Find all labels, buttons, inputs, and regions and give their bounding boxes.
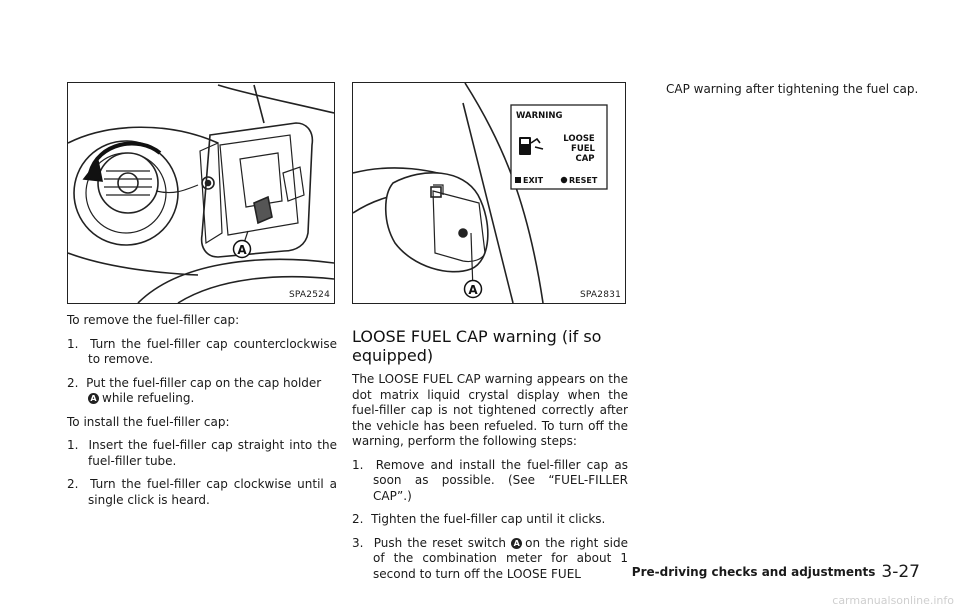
warning-paragraph: The LOOSE FUEL CAP warning appears on the dot matrix liquid crystal display when the fuel-filler cap is not tightened correctly after the vehicle has been refueled. To turn off the warning, perform the following steps: [352, 372, 628, 448]
column-cap-instructions [67, 313, 337, 516]
display-line2: FUEL [571, 144, 595, 154]
remove-step-1: 1. Turn the fuel-filler cap counterclockwise to remove. [67, 336, 337, 366]
display-exit: EXIT [523, 176, 544, 185]
display-title: WARNING [516, 111, 563, 121]
warning-step-2: 2. Tighten the fuel-filler cap until it clicks. [352, 512, 606, 526]
figure2-callout: A [468, 283, 478, 297]
display-line1: LOOSE [563, 134, 595, 144]
footer-section: Pre-driving checks and adjustments [631, 565, 876, 579]
warning-step-3: 3. Push the reset switch A on the right side of the combination meter for about 1 second to turn off the LOOSE FUEL [352, 535, 628, 581]
continuation-text: CAP warning after tightening the fuel cap. [666, 82, 919, 96]
install-step-1: 1. Insert the fuel-filler cap straight into the fuel-filler tube. [67, 438, 337, 468]
figure-loose-fuel-cap-warning [352, 82, 626, 304]
page-number: 3-27 [881, 562, 920, 582]
warning-step-1: 1. Remove and install the fuel-filler cap as soon as possible. (See “FUEL-FILLER CAP”.) [352, 457, 628, 503]
display-line3: CAP [575, 154, 595, 164]
figure-fuel-filler-cap [67, 82, 335, 304]
section-heading: LOOSE FUEL CAP warning (if so equipped) [352, 327, 602, 365]
reset-dot-icon [561, 177, 567, 183]
exit-square-icon [515, 177, 521, 183]
remove-intro: To remove the fuel-filler cap: [67, 313, 240, 327]
column-loose-cap-warning [352, 313, 628, 590]
callout-a: A [511, 538, 522, 549]
figure1-callout: A [237, 243, 247, 257]
page-footer [632, 562, 920, 582]
column-continuation [666, 82, 920, 106]
fuel-cap-illustration [68, 83, 334, 303]
watermark: carmanualsonline.info [832, 594, 954, 607]
callout-a: A [88, 393, 99, 404]
warning-illustration [353, 83, 625, 303]
install-step-2: 2. Turn the fuel-filler cap clockwise until a single click is heard. [67, 477, 337, 507]
figure2-code: SPA2831 [579, 290, 621, 300]
figure1-code: SPA2524 [288, 290, 330, 300]
install-intro: To install the fuel-filler cap: [67, 414, 230, 429]
display-reset: RESET [569, 176, 598, 185]
remove-step-2: 2. Put the fuel-filler cap on the cap holder A while refueling. [67, 375, 322, 405]
